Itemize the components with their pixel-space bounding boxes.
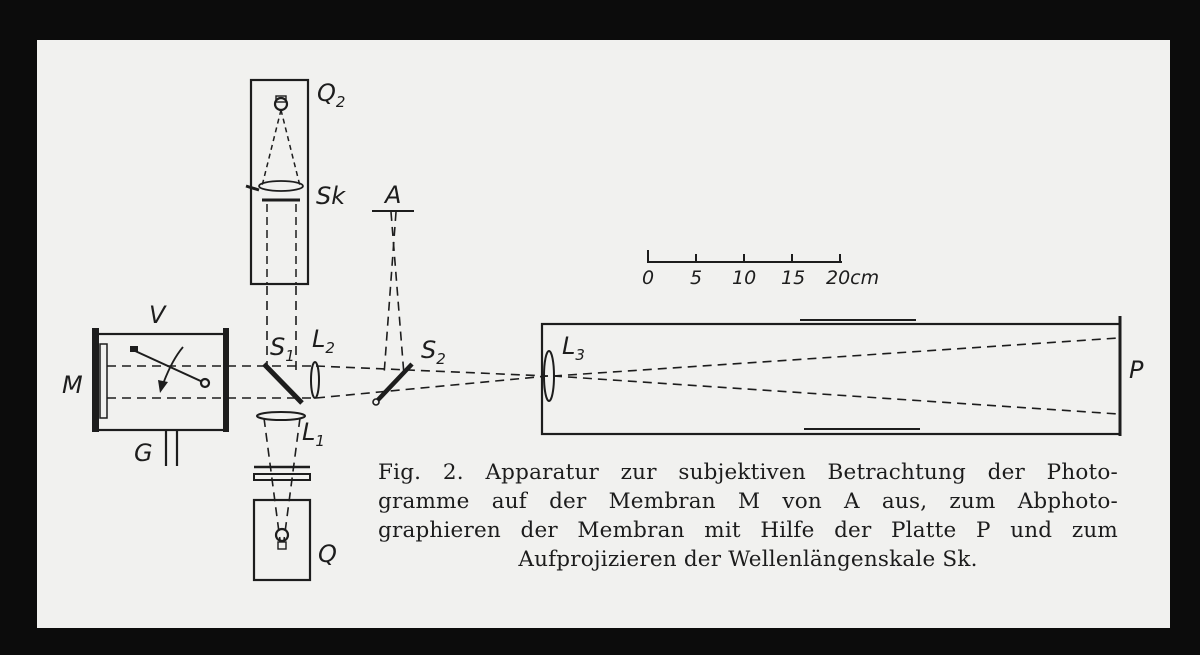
scale-tick-0: 0	[642, 267, 655, 289]
label-L3: $L_3$	[562, 332, 585, 364]
caption-line-1: Fig. 2. Apparatur zur subjektiven Betrachtung der Photo-	[378, 460, 1118, 485]
label-S2: $S_2$	[421, 336, 446, 368]
label-Q: Q	[318, 540, 337, 568]
scale-tick-15: 15	[781, 267, 806, 289]
camera-tube	[542, 316, 1120, 436]
label-L2: $L_2$	[312, 325, 335, 357]
lens-L1	[257, 412, 305, 420]
membrane-housing	[92, 328, 229, 432]
lens-L2	[311, 362, 319, 398]
label-A: A	[385, 181, 402, 209]
scale-tick-5: 5	[690, 267, 703, 289]
label-S1: $S_1$	[270, 333, 295, 365]
mirror-S2	[373, 364, 412, 405]
label-Q2: $Q_2$	[317, 79, 346, 111]
label-Sk: Sk	[316, 182, 346, 210]
caption-line-3: graphieren der Membran mit Hilfe der Platte P und zum	[378, 518, 1118, 543]
horizontal-beam	[107, 212, 1118, 414]
scale-tick-10: 10	[732, 267, 757, 289]
projector-box-Q2	[246, 80, 308, 284]
lamp-box-Q	[254, 467, 310, 580]
scale-tick-20cm: 20cm	[826, 267, 880, 289]
caption-line-4: Aufprojizieren der Wellenlängenskale Sk.	[518, 547, 978, 572]
tube-G	[166, 430, 177, 466]
label-P: P	[1129, 356, 1144, 384]
label-V: V	[149, 301, 166, 329]
label-M: M	[62, 371, 83, 399]
scale-bar	[648, 250, 842, 263]
caption-line-2: gramme auf der Membran M von A aus, zum Abphoto-	[378, 489, 1118, 514]
label-G: G	[134, 439, 153, 467]
label-L1: $L_1$	[302, 418, 325, 450]
figure-caption	[378, 458, 1118, 574]
